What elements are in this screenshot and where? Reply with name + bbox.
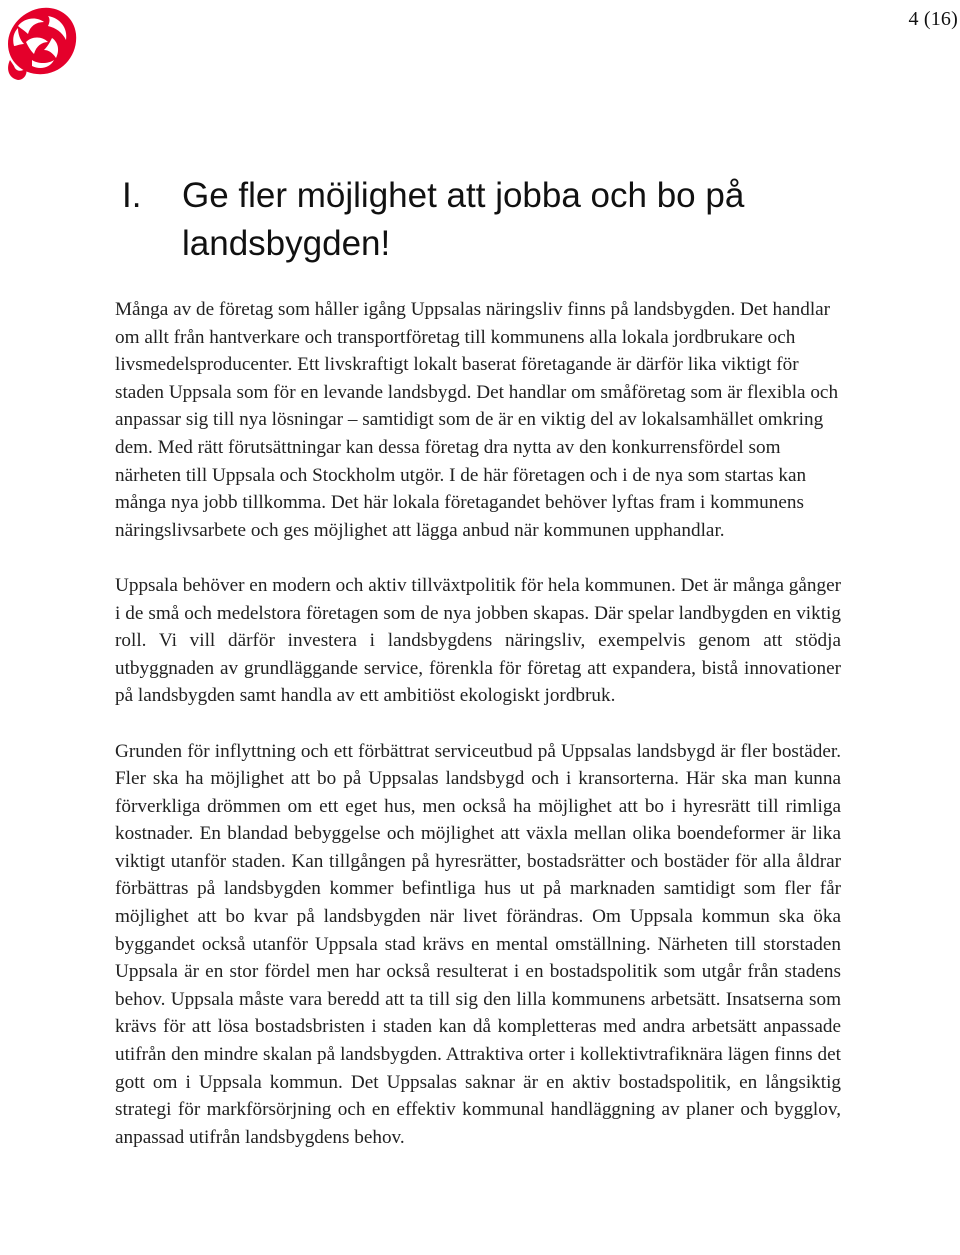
page-number: 4 (16) [908, 8, 958, 30]
paragraph-1: Många av de företag som håller igång Uppsalas näringsliv finns på landsbygden. Det handlar om allt från hantverkare och transportföretag till kommunens alla lokala jordbrukare och livsmedelsproducenter. Ett livskraftigt lokalt baserat företagande är därför lika viktigt för staden Uppsala som för en levande landsbygd. Det handlar om småföretag som är flexibla och anpassar sig till nya lösningar – samtidigt som de är en viktig del av lokalsamhället omkring dem. Med rätt förutsättningar kan dessa företag dra nytta av den konkurrensfördel som närheten till Uppsala och Stockholm utgör. I de här företagen och i de nya som startas kan många nya jobb tillkomma. Det här lokala företagandet behöver lyftas fram i kommunens näringslivsarbete och ges möjlighet att lägga anbud när kommunen upphandlar. [115, 299, 839, 541]
section-title: Ge fler möjlighet att jobba och bo på landsbygden! [182, 176, 745, 263]
paragraph-3: Grunden för inflyttning och ett förbättrat serviceutbud på Uppsalas landsbygd är fler bostäder. Fler ska ha möjlighet att bo på Uppsalas landsbygd och i kransorterna. Här ska man kunna förverkliga drömmen om ett eget hus, men också ha möjlighet att bo i hyresrätt till rimliga kostnader. En blandad bebyggelse och möjlighet att växla mellan olika boendeformer är lika viktigt utanför staden. Kan tillgången på hyresrätter, bostadsrätter och bostäder för alla åldrar förbättras på landsbygden kommer befintliga hus ut på marknaden samtidigt som fler får möjlighet att bo kvar på landsbygden när livet förändras. Om Uppsala kommun ska öka byggandet också utanför Uppsala stad krävs en mental omställning. Närheten till storstaden Uppsala är en stor fördel men har också resulterat i en bostadspolitik som utgår från stadens behov. Uppsala måste vara beredd att ta till sig den lilla kommunens arbetsätt. Insatserna som krävs för att lösa bostadsbristen i staden kan då kompletteras med andra arbetsätt anpassade utifrån den mindre skalan på landsbygden. Attraktiva orter i kollektivtrafiknära lägen finns det gott om i Uppsala kommun. Det Uppsalas saknar är en aktiv bostadspolitik, en långsiktig strategi för markförsörjning och en effektiv kommunal handläggning av planer och bygglov, anpassad utifrån landsbygdens behov. [115, 740, 841, 1148]
paragraph-2: Uppsala behöver en modern och aktiv tillväxtpolitik för hela kommunen. Det är många gånger i de små och medelstora företagen som de nya jobben skapas. Där spelar landbygden en viktig roll. Vi vill därför investera i landsbygdens näringsliv, exempelvis genom att stödja utbyggnaden av grundläggande service, förenkla för företag att expandera, bistå innovationer på landsbygden samt handla av ett ambitiöst ekologiskt jordbruk. [115, 574, 841, 707]
rose-logo-icon [2, 2, 80, 82]
body-text [115, 296, 841, 1179]
section-number: I. [122, 176, 142, 215]
